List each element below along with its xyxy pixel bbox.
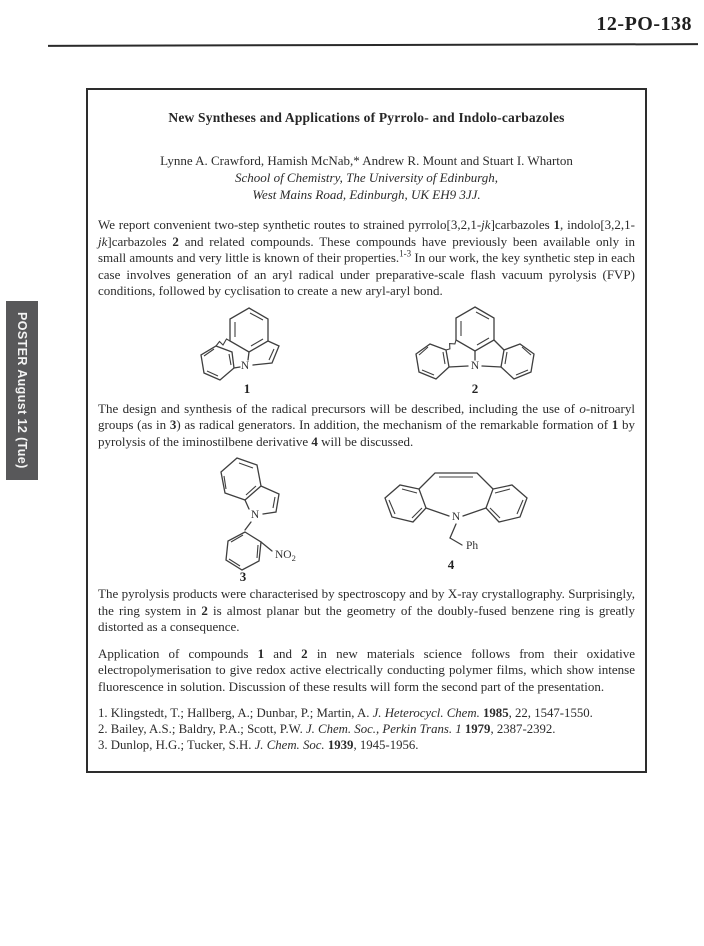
structures-row-2 bbox=[98, 452, 635, 584]
authors-block bbox=[98, 152, 635, 203]
compound-1-number: 1 bbox=[243, 380, 250, 396]
benzyl-bonds bbox=[450, 524, 462, 545]
n-atom-label: N bbox=[240, 359, 249, 372]
affiliation-line-2: West Mains Road, Edinburgh, UK EH9 3JJ. bbox=[252, 187, 481, 202]
top-benzene-ring bbox=[230, 308, 268, 352]
paragraph-1: We report convenient two-step synthetic routes to strained pyrrolo[3,2,1-jk]carbazoles 1, indolo[3,2,1-jk]carbazoles 2 and related compounds. These compounds have previously been available only in small amounts and very little is known of their properties.$^{1-3}$ In our work, the key synthetic step in each case involves generation of an aryl radical under preparative-scale flash vacuum pyrolysis (FVP) conditions, followed by cyclisation to create a new aryl-aryl bond. bbox=[98, 217, 635, 298]
right-benzene-ring bbox=[486, 485, 527, 522]
reference-item-3: 3. Dunlop, H.G.; Tucker, S.H. J. Chem. Soc. 1939, 1945-1956. bbox=[98, 738, 419, 752]
affiliation-line-1: School of Chemistry, The University of Edinburgh, bbox=[234, 170, 499, 185]
squiggle-strained-bond bbox=[446, 340, 456, 350]
n-atom-label: N bbox=[470, 359, 479, 372]
abstract-box bbox=[86, 88, 647, 773]
page-code: 12-PO-138 bbox=[596, 13, 692, 35]
reference-item-2: 2. Bailey, A.S.; Baldry, P.A.; Scott, P.W. J. Chem. Soc., Perkin Trans. 1 1979, 2387-2392. bbox=[98, 722, 556, 736]
left-benzo-ring bbox=[201, 346, 234, 380]
n-atom-label: N bbox=[451, 511, 460, 523]
abstract-title: New Syntheses and Applications of Pyrrolo- and Indolo-carbazoles bbox=[168, 110, 565, 125]
nitrophenyl-ring bbox=[226, 522, 272, 570]
left-benzo-ring bbox=[416, 344, 449, 379]
paragraph-2: The design and synthesis of the radical precursors will be described, including the use of o-nitroaryl groups (as in 3) as radical generators. In addition, the mechanism of the remarkable formation of 1 by pyrolysis of the iminostilbene derivative 4 will be discussed. bbox=[98, 400, 635, 449]
indole-benzene-ring bbox=[221, 458, 261, 500]
no2-group-label: $NO_2$ bbox=[274, 549, 296, 563]
paragraph-3: The pyrolysis products were characterised by spectroscopy and by X-ray crystallography. Surprisingly, the ring system in 2 is almost planar but the geometry of the doubly-fused benzene ring is greatly distorted as a consequence. bbox=[98, 586, 635, 634]
azepine-bridge bbox=[419, 473, 493, 516]
compound-3-structure bbox=[193, 452, 313, 584]
compound-3-number: 3 bbox=[239, 569, 246, 584]
poster-session-tab: POSTER August 12 (Tue) bbox=[6, 301, 38, 480]
compound-2-number: 2 bbox=[471, 380, 478, 396]
ph-group-label: Ph bbox=[465, 540, 478, 552]
right-benzo-ring bbox=[494, 340, 534, 379]
reference-item-1: 1. Klingstedt, T.; Hallberg, A.; Dunbar, P.; Martin, A. J. Heterocycl. Chem. 1985, 22, 1547-1550. bbox=[98, 706, 593, 720]
compound-4-number: 4 bbox=[447, 557, 454, 572]
compound-2-structure bbox=[390, 302, 560, 397]
structures-row-1 bbox=[98, 302, 635, 397]
compound-4-structure bbox=[371, 456, 541, 576]
left-benzene-ring bbox=[385, 485, 426, 522]
n-atom-label: N bbox=[250, 509, 259, 521]
top-benzene-ring bbox=[456, 307, 494, 351]
references-list bbox=[98, 705, 635, 753]
header-divider-rule bbox=[48, 43, 698, 47]
squiggle-strained-bond bbox=[216, 339, 230, 346]
paragraph-4: Application of compounds 1 and 2 in new materials science follows from their oxidative electropolymerisation to give redox active electrically conducting polymer films, which show intense fluorescence in solution. Discussion of these results will form the second part of the presentation. bbox=[98, 645, 635, 694]
compound-1-structure bbox=[174, 302, 324, 397]
authors-line: Lynne A. Crawford, Hamish McNab,* Andrew R. Mount and Stuart I. Wharton bbox=[160, 153, 573, 168]
